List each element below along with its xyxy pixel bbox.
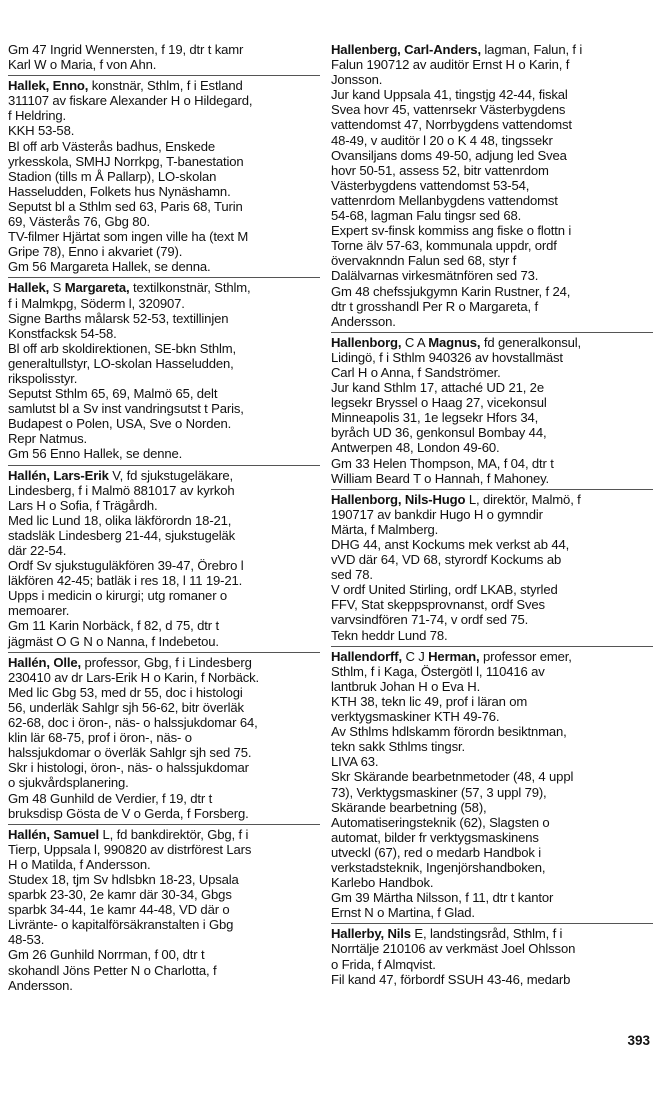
entry-text-line: Gm 56 Enno Hallek, se denne. [8,446,183,462]
entry-text-line: Falun 190712 av auditör Ernst H o Karin, f [331,57,570,73]
entry-title: textilkonstnär, Sthlm, [129,280,251,296]
entry-text-line: 48-49, v auditör l 20 o K 4 48, tingssekr [331,132,553,148]
entry-text-line: H o Matilda, f Andersson. [8,856,151,872]
entry-text-line: Bl off arb Västerås badhus, Enskede [8,138,216,154]
entry-text-line: Gm 33 Helen Thompson, MA, f 04, dtr t [331,455,554,471]
entry-text-line: samlutst bl a Sv inst vandringsutst t Paris, [8,401,244,417]
entry-text-line: William Beard T o Hannah, f Mahoney. [331,470,550,486]
entry-text-line: Västerbygdens vattendomst 53-54, [331,177,530,193]
entry-header-line [331,335,653,350]
entry-text-line: Jonsson. [331,72,383,88]
entry-header-line [331,926,653,941]
entry-text-line: Gm 56 Margareta Hallek, se denna. [8,259,211,275]
entry-name: Hallendorff, [331,648,402,664]
entry-text-line: LIVA 63. [331,754,379,770]
entry-text-line: Jur kand Uppsala 41, tingstjg 42-44, fiskal [331,87,568,103]
entry-initials: C J [401,648,429,664]
entry-text-line: 54-68, lagman Falu tingsr sed 68. [331,208,522,224]
entry-text-line: TV-filmer Hjärtat som ingen ville ha (text M [8,229,249,245]
entry-text-line: FFV, Stat skeppsprovnanst, ordf Sves [331,597,545,613]
entry-divider [331,332,653,333]
entry-title: konstnär, Sthlm, f i Estland [88,78,243,94]
left-column [8,42,320,993]
entry-initials: C A [401,334,429,350]
entry-text-line: 48-53. [8,932,45,948]
entry-text-line: Med lic Lund 18, olika läkförordn 18-21, [8,512,232,528]
entry-text-line: Ovansiljans doms 49-50, adjung led Svea [331,147,567,163]
entry-text-line: Ordf Sv sjukstuguläkfören 39-47, Örebro l [8,558,244,574]
entry-text-line: Studex 18, tjm Sv hdlsbkn 18-23, Upsala [8,871,239,887]
entry-text-line: Jur kand Sthlm 17, attaché UD 21, 2e [331,380,544,396]
entry-text-line: vattendomst 47, Norrbygdens vattendomst [331,117,572,133]
biography-entry [331,649,653,921]
entry-header-line [8,468,320,483]
entry-text-line: o sjukvårdsplanering. [8,775,129,791]
entry-title: V, fd sjukstugeläkare, [108,467,233,483]
entry-title: lagman, Falun, f i [480,42,583,57]
entry-name: Hallenberg, Carl-Anders, [331,42,481,57]
entry-text-line: 62-68, doc i öron-, näs- o halssjukdomar 64, [8,715,258,731]
entry-text-line: övervaknndn Falun sed 68, styr f [331,253,517,269]
entry-title: L, direktör, Malmö, f [465,491,581,507]
entry-text-line: Hasseludden, Folkets hus Nynäshamn. [8,183,231,199]
entry-text-line: verkstadsteknik, Ingenjörshandboken, [331,859,546,875]
entry-text-line: Tekn heddr Lund 78. [331,627,448,643]
entry-header-line [8,827,320,842]
entry-text-line: Skr i histologi, öron-, näs- o halssjukdomar [8,760,249,776]
entry-name: Magnus, [428,334,481,350]
entry-text-line: Expert sv-finsk kommiss ang fiske o flottn i [331,223,572,239]
entry-text-line: Signe Barths målarsk 52-53, textillinjen [8,310,229,326]
entry-text-line: Upps i medicin o kirurgi; utg romaner o [8,588,228,604]
entry-text-line: o Frida, f Almqvist. [331,956,436,972]
entry-text-line: dtr t grosshandl Per R o Margareta, f [331,298,538,314]
entry-header-line [331,492,653,507]
entry-text-line: Med lic Gbg 53, med dr 55, doc i histologi [8,684,243,700]
entry-text-line: hovr 50-51, assess 52, bitr vattenrdom [331,162,549,178]
entry-text-line: Budapest o Polen, USA, Sve o Norden. [8,416,232,432]
entry-text-line: Svea hovr 45, vattenrsekr Västerbygdens [331,102,566,118]
entry-text-line: Antwerpen 48, London 49-60. [331,440,500,456]
entry-text-line: 311107 av fiskare Alexander H o Hildegard, [8,93,253,109]
entry-text-line: jägmäst O G N o Nanna, f Indebetou. [8,633,219,649]
entry-text-line: 69, Västerås 76, Gbg 80. [8,214,150,230]
entry-text-line: Lars H o Sofia, f Trägårdh. [8,497,158,513]
entry-text-line: generaltullstyr, LO-skolan Hasseludden, [8,355,234,371]
entry-name: Hallerby, [331,926,384,942]
entry-text-line: Gm 48 Gunhild de Verdier, f 19, dtr t [8,790,213,806]
entry-text-line: Seputst bl a Sthlm sed 63, Paris 68, Turin [8,198,243,214]
entry-title: E, landstingsråd, Sthlm, f i [410,926,563,942]
entry-text-line: memoarer. [8,603,70,619]
entry-name: Hallén, Samuel [8,826,100,842]
entry-name: Herman, [428,648,480,664]
entry-text-line: Gm 11 Karin Norbäck, f 82, d 75, dtr t [8,618,219,634]
entry-text-line: Dalälvarnas virkesmätnfören sed 73. [331,268,539,284]
entry-header-line [8,280,320,295]
entry-divider [331,646,653,647]
entry-header-line [331,42,653,57]
entry-text-line: Skärande bearbetning (58), [331,799,487,815]
entry-text-line: Karlebo Handbok. [331,875,434,891]
entry-header-line [331,649,653,664]
entry-text-line: DHG 44, anst Kockums mek verkst ab 44, [331,537,570,552]
biography-entry [8,827,320,993]
entry-text-line: Stadion (tills m Å Pallarp), LO-skolan [8,168,217,184]
entry-text-line: sed 78. [331,567,373,583]
right-column [331,42,653,987]
entry-name: Hallén, Olle, [8,654,82,670]
entry-text-line: Seputst Sthlm 65, 69, Malmö 65, delt [8,386,218,402]
biography-entry [331,335,653,486]
entry-text-line: verktygsmaskiner KTH 49-76. [331,709,500,725]
entry-name: Hallek, [8,280,50,296]
entry-divider [8,465,320,466]
entry-divider [8,277,320,278]
entry-divider [331,923,653,924]
entry-text-line: Automatiseringsteknik (62), Slagsten o [331,814,550,830]
biography-entry [8,468,320,649]
entry-text-line: Bl off arb skoldirektionen, SE-bkn Sthlm, [8,340,236,356]
entry-text-line: Lindesberg, f i Malmö 881017 av kyrkoh [8,482,235,498]
entry-text-line: Gm 39 Märtha Nilsson, f 11, dtr t kantor [331,890,554,906]
entry-text-line: automat, bilder fr verktygsmaskinens [331,829,539,845]
entry-text-line: Gm 26 Gunhild Norrman, f 00, dtr t [8,947,205,963]
page-number: 393 [627,1033,650,1048]
entry-text-line: Ernst N o Martina, f Glad. [331,905,475,921]
entry-text-line: klin lär 68-75, prof i öron-, näs- o [8,730,192,746]
entry-text-line: KKH 53-58. [8,123,75,139]
biography-entry [8,78,320,274]
entry-text-line: varvsindfören 71-74, v ordf sed 75. [331,612,529,628]
entry-text-line: sparbk 34-44, 1e kamr 44-48, VD där o [8,902,230,918]
entry-text-line: vattenrdom Mellanbygdens vattendomst [331,192,558,208]
entry-text-line: Tierp, Uppsala l, 990820 av distrförest Lars [8,841,252,857]
entry-text-line: Av Sthlms hdlskamm förordn besiktnman, [331,724,567,740]
entry-text-line: 230410 av dr Lars-Erik H o Karin, f Norbäck. [8,669,260,685]
entry-text-line: lantbruk Johan H o Eva H. [331,678,481,694]
entry-text-line: KTH 38, tekn lic 49, prof i läran om [331,693,528,709]
entry-text-line: Minneapolis 31, 1e legsekr Hfors 34, [331,410,539,426]
entry-name: Hallenborg, Nils-Hugo [331,491,466,507]
entry-text-line: Repr Natmus. [8,431,87,447]
entry-divider [8,652,320,653]
entry-text-line: utveckl (67), red o medarb Handbok i [331,844,542,860]
entry-text-line: där 22-54. [8,543,67,558]
entry-text-line: 73), Verktygsmaskiner (57, 3 uppl 79), [331,784,547,800]
entry-text-line: stadsläk Lindesberg 21-44, sjukstugeläk [8,527,236,543]
entry-text-line: Gm 48 chefssjukgymn Karin Rustner, f 24, [331,283,571,299]
entry-text-line: Märta, f Malmberg. [331,521,439,537]
entry-text-line: vVD där 64, VD 68, styrordf Kockums ab [331,552,562,568]
entry-text-line: 56, underläk Sahlgr sjh 56-62, bitr överläk [8,699,244,715]
entry-text-line: sparbk 23-30, 2e kamr där 30-34, Gbgs [8,887,232,903]
entry-text-line: Lidingö, f i Sthlm 940326 av hovstallmäst [331,349,563,365]
entry-text-line: V ordf United Stirling, ordf LKAB, styrled [331,582,558,598]
entry-text-line: Torne älv 57-63, kommunala uppdr, ordf [331,238,557,254]
entry-header-line [8,655,320,670]
entry-text-line: Konstfacksk 54-58. [8,325,117,341]
entry-text-line: Fil kand 47, förbordf SSUH 43-46, medarb [331,971,571,987]
entry-text-line: skohandl Jöns Petter N o Charlotta, f [8,962,217,978]
entry-title: fd generalkonsul, [480,334,582,350]
entry-text-line: tekn sakk Sthlms tingsr. [331,739,465,755]
biography-entry [8,655,320,821]
entry-text-line: Andersson. [331,313,396,329]
entry-divider [331,489,653,490]
entry-text-line: Gm 47 Ingrid Wennersten, f 19, dtr t kamr [8,42,244,57]
entry-text-line: Skr Skärande bearbetnmetoder (48, 4 uppl [331,769,574,785]
entry-divider [8,75,320,76]
biography-entry [331,492,653,643]
entry-text-line: Andersson. [8,977,73,993]
entry-name: Hallek, Enno, [8,78,89,94]
entry-text-line: yrkesskola, SMHJ Norrkpg, T-banestation [8,153,244,169]
entry-name: Margareta, [64,280,130,296]
entry-text-line: f Heldring. [8,108,67,124]
entry-text-line: Norrtälje 210106 av verkmäst Joel Ohlsson [331,941,576,957]
entry-text-line: Sthlm, f i Kaga, Östergötl l, 110416 av [331,663,545,679]
entry-text-line: f i Malmkpg, Söderm l, 320907. [8,295,185,311]
entry-text-line: 190717 av bankdir Hugo H o gymndir [331,506,543,522]
entry-divider [8,824,320,825]
entry-title: professor, Gbg, f i Lindesberg [81,654,252,670]
entry-text-line: läkfören 42-45; batläk i res 18, l 11 19-21. [8,573,243,589]
entry-header-line [8,78,320,93]
biography-entry [8,280,320,461]
biography-entry [331,926,653,986]
entry-text-line: Livränte- o kapitalförsäkranstalten i Gbg [8,917,234,933]
entry-name: Hallenborg, [331,334,402,350]
entry-text-line: rikspolisstyr. [8,370,78,386]
entry-name: Nils [387,926,411,942]
entry-text-line: Karl W o Maria, f von Ahn. [8,57,157,73]
entry-title: L, fd bankdirektör, Gbg, f i [99,826,249,842]
entry-title: professor emer, [479,648,572,664]
biography-entry [331,42,653,329]
entry-text-line: halssjukdomar o överläk Sahlgr sjh sed 75. [8,745,252,761]
entry-text-line: bruksdisp Gösta de V o Gerda, f Forsberg. [8,805,249,821]
entry-text-line: byråch UD 36, genkonsul Bombay 44, [331,425,547,441]
entry-name: Hallén, Lars-Erik [8,467,109,483]
entry-initials: S [49,280,65,296]
entry-text-line: Gripe 78), Enno i akvariet (79). [8,244,183,260]
entry-text-line: Carl H o Anna, f Sandströmer. [331,364,501,380]
biography-entry [8,42,320,72]
entry-text-line: legsekr Bryssel o Haag 27, vicekonsul [331,395,547,411]
